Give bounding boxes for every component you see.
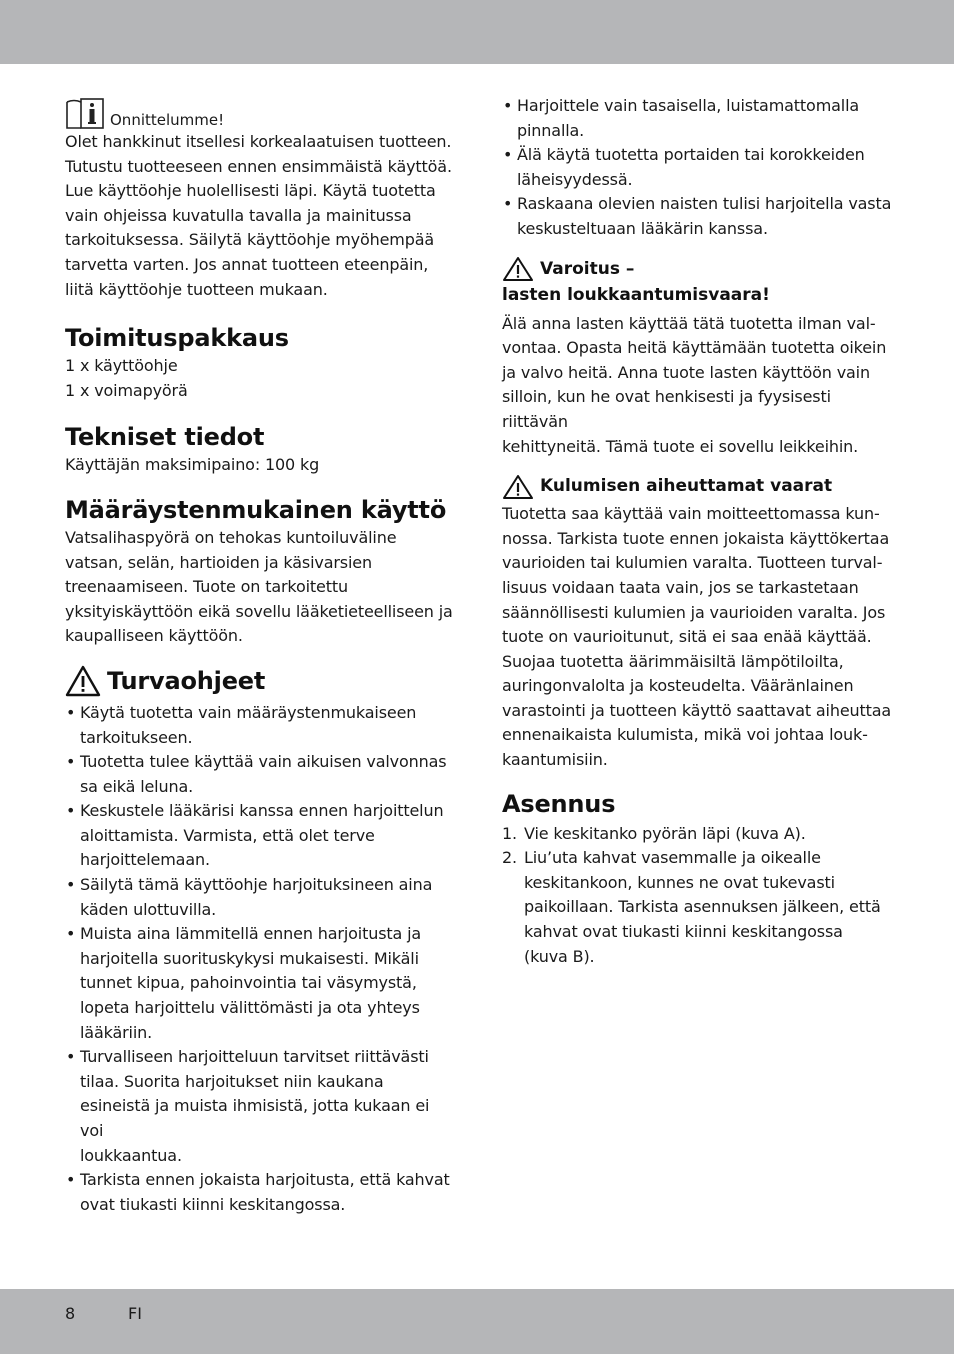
intended-line: treenaamiseen. Tuote on tarkoitettu: [65, 577, 348, 597]
step-number: 1.: [502, 823, 517, 843]
child-warning-line: kehittyneitä. Tämä tuote ei sovellu leikkeihin.: [502, 436, 859, 456]
wear-warning-line: auringonvalolta ja kosteudelta. Vääränlainen: [502, 676, 854, 696]
wear-warning-line: kaantumisiin.: [502, 750, 608, 770]
warning-icon: [65, 665, 101, 697]
intended-use-text: [65, 526, 457, 649]
child-warning-text: [502, 312, 894, 460]
wear-warning-line: lisuus voidaan taata vain, jos se tarkastetaan: [502, 577, 859, 597]
list-item: • Harjoittele vain tasaisella, luistamattomalla pinnalla.: [502, 94, 894, 143]
intro-line: tarvetta varten. Jos annat tuotteen eteenpäin,: [65, 254, 429, 274]
list-item: • Keskustele lääkärisi kanssa ennen harjoittelun aloittamista. Varmista, että olet terve harjoittelemaan.: [65, 799, 457, 873]
intro-line: liitä käyttöohje tuotteen mukaan.: [65, 279, 328, 299]
child-warning-title-line1: Varoitus –: [540, 258, 635, 279]
info-icon: [65, 98, 105, 130]
wear-warning-text: [502, 502, 894, 773]
assembly-step: 1. Vie keskitanko pyörän läpi (kuva A).: [502, 822, 894, 847]
left-column: [65, 96, 457, 1217]
delivery-item: 1 x käyttöohje: [65, 356, 178, 376]
assembly-step: 2. Liu’uta kahvat vasemmalle ja oikealle keskitankoon, kunnes ne ovat tukevasti paikoillaan. Tarkista asennuksen jälkeen, että kahvat ovat tiukasti kiinni keskitangossa (kuva B).: [502, 848, 881, 966]
list-item: • Muista aina lämmitellä ennen harjoitusta ja harjoitella suorituskykysi mukaisesti. Mikäli tunnet kipua, pahoinvointia tai väsymystä, lopeta harjoittelu välittömästi ja ota yhteys lääkäriin.: [65, 922, 457, 1045]
wear-warning-line: varastointi ja tuotteen käyttö saattavat aiheuttaa: [502, 700, 892, 720]
warning-icon: [502, 256, 534, 282]
wear-warning-heading: [502, 473, 894, 500]
child-warning-line: silloin, kun he ovat henkisesti ja fyysisesti riittävän: [502, 387, 831, 431]
intended-line: Vatsalihaspyörä on tehokas kuntoiluväline: [65, 527, 397, 547]
assembly-title: Asennus: [502, 789, 616, 818]
child-warning-title-line2: lasten loukkaantumisvaara!: [502, 284, 770, 305]
intended-line: vatsan, selän, hartioiden ja käsivarsien: [65, 552, 372, 572]
intro-line: Olet hankkinut itsellesi korkealaatuisen tuotteen.: [65, 132, 452, 151]
tech-text: Käyttäjän maksimipaino: 100 kg: [65, 455, 320, 475]
intended-use-title: Määräystenmukainen käyttö: [65, 495, 447, 524]
safety-list: [65, 701, 457, 1217]
delivery-list: [65, 354, 457, 403]
assembly-steps: [502, 822, 894, 970]
intended-line: yksityiskäyttöön eikä sovellu lääketieteelliseen ja: [65, 601, 453, 621]
list-item: • Tuotetta tulee käyttää vain aikuisen valvonnas sa eikä leluna.: [65, 750, 457, 799]
intro-line: Tutustu tuotteeseen ennen ensimmäistä käyttöä.: [65, 156, 452, 176]
wear-warning-line: Suojaa tuotetta äärimmäisiltä lämpötiloilta,: [502, 651, 844, 671]
wear-warning-line: vaurioiden tai kulumien varalta. Tuotteen turval-: [502, 553, 883, 573]
header-bar: [0, 0, 954, 64]
intro-line: tarkoituksessa. Säilytä käyttöohje myöhempää: [65, 230, 435, 250]
child-warning-heading: [502, 256, 894, 307]
child-warning-line: vontaa. Opasta heitä käyttämään tuotetta oikein: [502, 338, 887, 358]
intro-text: [65, 130, 457, 302]
intended-line: kaupalliseen käyttöön.: [65, 626, 243, 646]
child-warning-line: Älä anna lasten käyttää tätä tuotetta ilman val-: [502, 313, 876, 333]
safety-heading: [65, 665, 457, 697]
wear-warning-line: säännöllisesti kulumien ja vaurioiden varalta. Jos: [502, 602, 886, 622]
wear-warning-line: Tuotetta saa käyttää vain moitteettomassa kun-: [502, 504, 880, 524]
list-item: • Käytä tuotetta vain määräystenmukaiseen tarkoitukseen.: [65, 701, 457, 750]
intro-line: Lue käyttöohje huolellisesti läpi. Käytä tuotetta: [65, 181, 436, 201]
list-item: • Tarkista ennen jokaista harjoitusta, että kahvat ovat tiukasti kiinni keskitangossa.: [65, 1168, 457, 1217]
footer-bar: [0, 1289, 954, 1354]
list-item: • Raskaana olevien naisten tulisi harjoitella vasta keskusteltuaan lääkärin kanssa.: [502, 192, 894, 241]
intro-line: vain ohjeissa kuvatulla tavalla ja mainitussa: [65, 205, 412, 225]
tech-title: Tekniset tiedot: [65, 423, 265, 452]
wear-warning-title: Kulumisen aiheuttamat vaarat: [540, 476, 833, 497]
right-column: [502, 94, 894, 969]
wear-warning-line: ennenaikaista kulumista, mikä voi johtaa louk-: [502, 725, 868, 745]
intro-heading: [65, 96, 457, 130]
safety-list-continued: [502, 94, 894, 242]
delivery-title: Toimituspakkaus: [65, 324, 289, 353]
list-item: • Älä käytä tuotetta portaiden tai korokkeiden läheisyydessä.: [502, 143, 894, 192]
delivery-item: 1 x voimapyörä: [65, 380, 188, 400]
language-code: FI: [128, 1304, 142, 1323]
list-item: • Turvalliseen harjoitteluun tarvitset riittävästi tilaa. Suorita harjoitukset niin kaukana esineistä ja muista ihmisistä, jotta kukaan ei voi loukkaantua.: [65, 1045, 457, 1168]
child-warning-line: ja valvo heitä. Anna tuote lasten käyttöön vain: [502, 362, 870, 382]
warning-icon: [502, 474, 534, 500]
wear-warning-line: tuote on vaurioitunut, sitä ei saa enää käyttää.: [502, 627, 872, 647]
page-number: 8: [65, 1304, 76, 1323]
safety-title: Turvaohjeet: [107, 666, 266, 695]
list-item: • Säilytä tämä käyttöohje harjoituksineen aina käden ulottuvilla.: [65, 873, 457, 922]
step-number: 2.: [502, 848, 517, 868]
congrats-text: Onnittelumme!: [110, 111, 225, 129]
wear-warning-line: nossa. Tarkista tuote ennen jokaista käyttökertaa: [502, 528, 890, 548]
